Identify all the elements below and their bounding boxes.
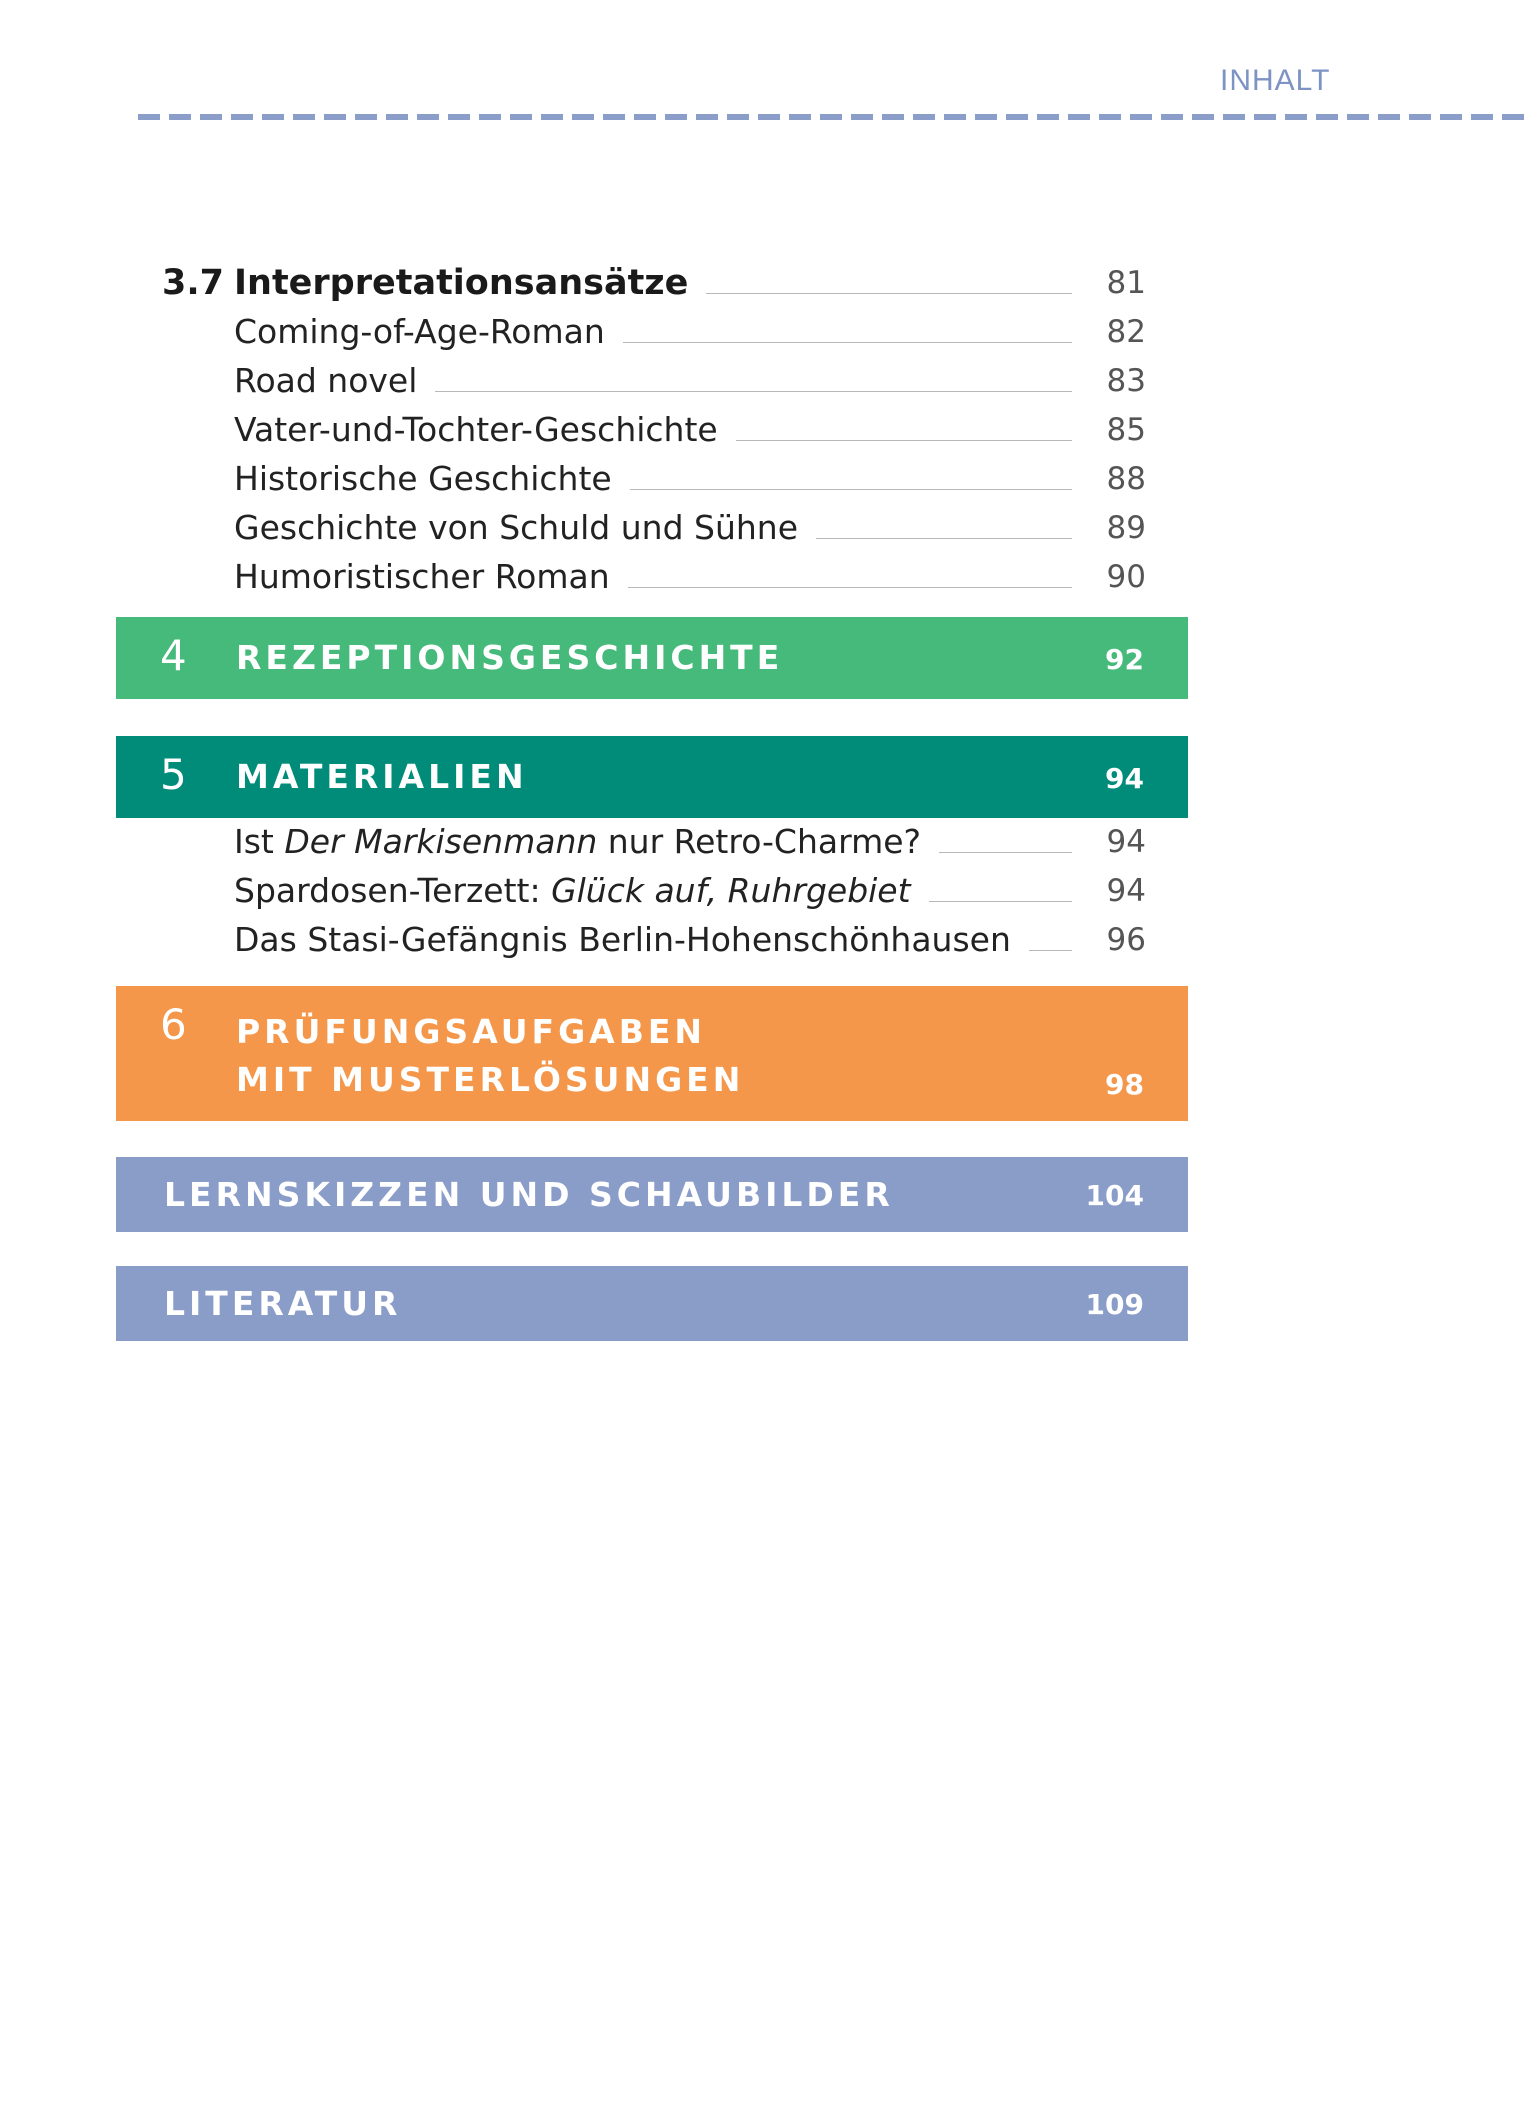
- entry-title: Humoristischer Roman: [234, 557, 628, 596]
- toc-entry[interactable]: [234, 557, 1146, 601]
- entry-title: Spardosen-Terzett: Glück auf, Ruhrgebiet: [234, 871, 929, 910]
- chapter-5-band[interactable]: [116, 736, 1188, 818]
- entry-title: Das Stasi-Gefängnis Berlin-Hohenschönhausen: [234, 920, 1029, 959]
- toc-entry[interactable]: [234, 508, 1146, 552]
- chapter-title-line-1: PRÜFUNGSAUFGABEN: [236, 1012, 707, 1051]
- toc-entry[interactable]: [234, 361, 1146, 405]
- toc-entry[interactable]: [234, 822, 1146, 866]
- page-number: 109: [1085, 1288, 1144, 1321]
- page-number: 94: [1106, 873, 1146, 909]
- page-number: 104: [1085, 1179, 1144, 1212]
- page-number: 83: [1106, 363, 1146, 399]
- chapter-title: REZEPTIONSGESCHICHTE: [236, 638, 784, 677]
- page-number: 90: [1106, 559, 1146, 595]
- toc-entry[interactable]: [234, 459, 1146, 503]
- page-number: 88: [1106, 461, 1146, 497]
- chapter-number: 6: [160, 1000, 187, 1049]
- toc-section-3-7[interactable]: [160, 263, 1146, 307]
- page-number: 82: [1106, 314, 1146, 350]
- chapter-title: LITERATUR: [164, 1284, 402, 1323]
- entry-title: Historische Geschichte: [234, 459, 630, 498]
- entry-title: Coming-of-Age-Roman: [234, 312, 623, 351]
- page-number: 81: [1106, 265, 1146, 301]
- lernskizzen-band[interactable]: [116, 1157, 1188, 1232]
- chapter-4-band[interactable]: [116, 617, 1188, 699]
- section-title: Interpretationsansätze: [234, 263, 706, 303]
- page-number: 96: [1106, 922, 1146, 958]
- page-number: 89: [1106, 510, 1146, 546]
- toc-entry[interactable]: [234, 871, 1146, 915]
- chapter-number: 4: [160, 631, 187, 680]
- entry-title: Road novel: [234, 361, 435, 400]
- entry-title: Vater-und-Tochter-Geschichte: [234, 410, 736, 449]
- chapter-title-line-2: MIT MUSTERLÖSUNGEN: [236, 1060, 745, 1099]
- toc-entry[interactable]: [234, 410, 1146, 454]
- entry-title: Geschichte von Schuld und Sühne: [234, 508, 816, 547]
- page-number: 92: [1105, 643, 1144, 676]
- running-header: INHALT: [1220, 64, 1331, 97]
- literatur-band[interactable]: [116, 1266, 1188, 1341]
- page-number: 98: [1105, 1068, 1144, 1101]
- chapter-6-band[interactable]: [116, 986, 1188, 1121]
- toc-entry[interactable]: [234, 920, 1146, 964]
- section-number: 3.7: [162, 263, 225, 303]
- toc-entry[interactable]: [234, 312, 1146, 356]
- header-dashed-rule: [138, 114, 1528, 120]
- entry-title: Ist Der Markisenmann nur Retro-Charme?: [234, 822, 939, 861]
- page-number: 94: [1106, 824, 1146, 860]
- chapter-title: MATERIALIEN: [236, 757, 528, 796]
- page-number: 94: [1105, 762, 1144, 795]
- chapter-title: LERNSKIZZEN UND SCHAUBILDER: [164, 1175, 894, 1214]
- page-number: 85: [1106, 412, 1146, 448]
- chapter-number: 5: [160, 750, 187, 799]
